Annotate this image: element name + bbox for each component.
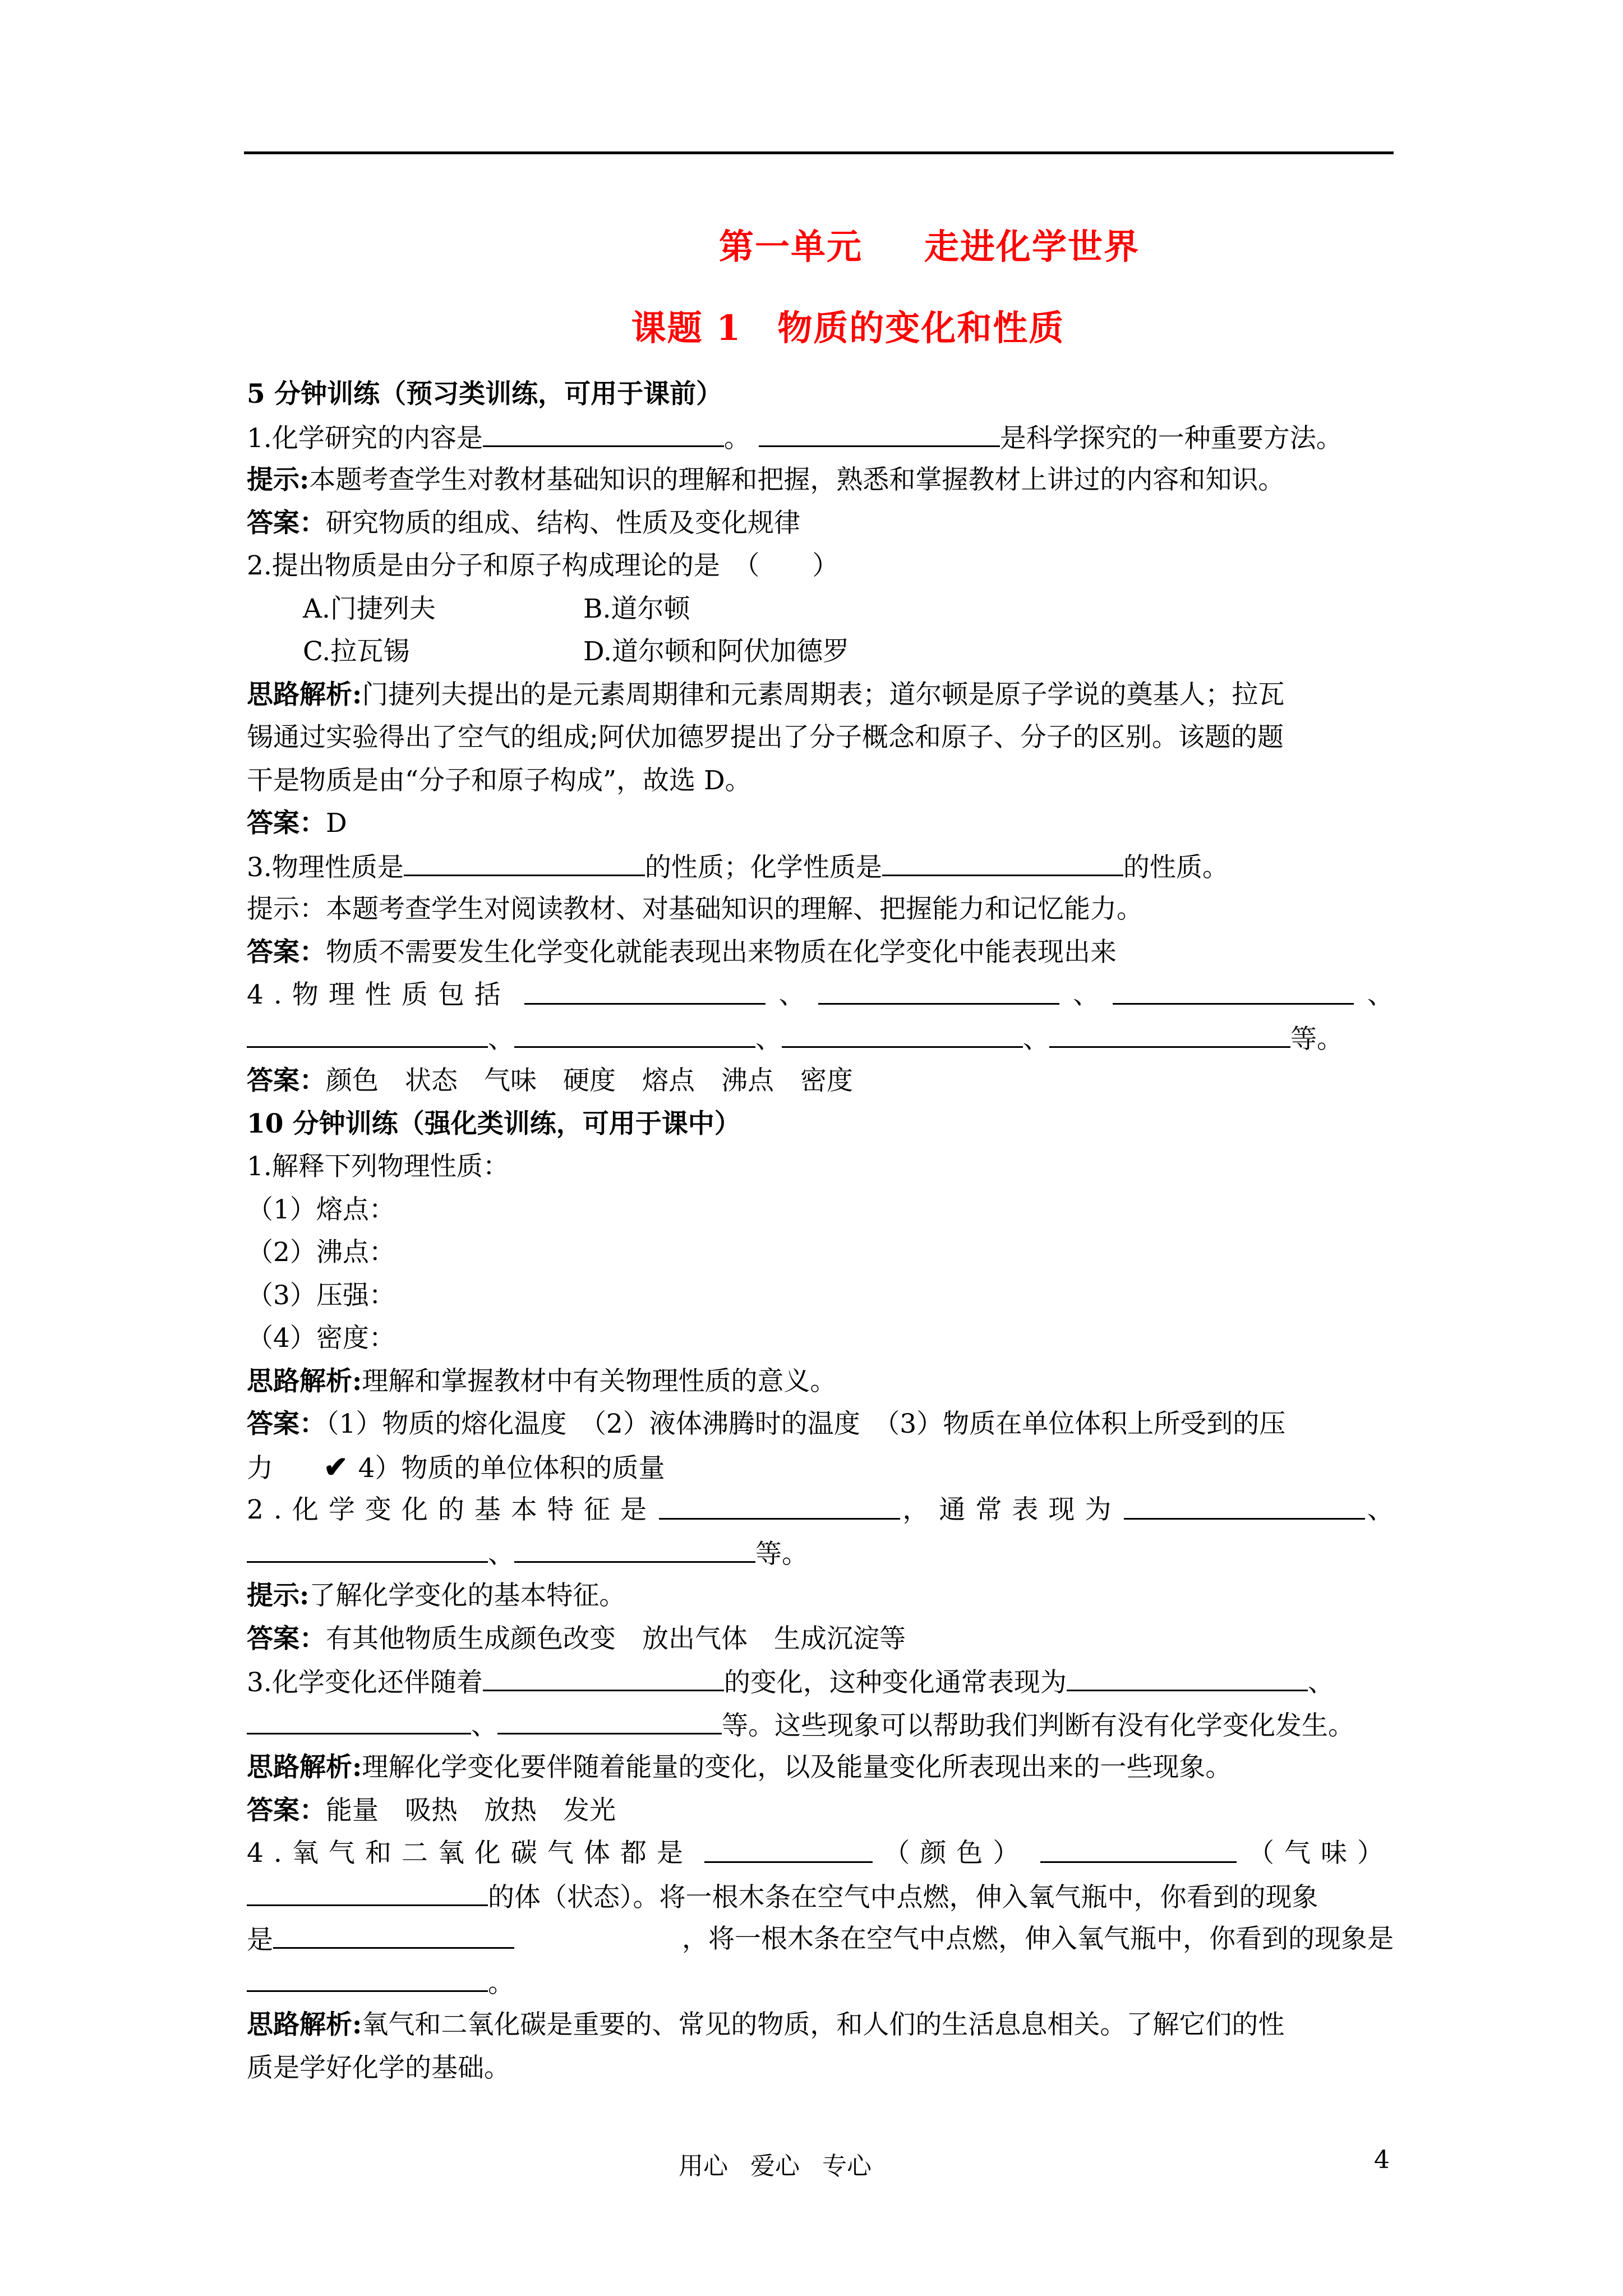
check-icon: ✔ <box>324 1450 348 1484</box>
option-d: D.道尔顿和阿伏加德罗 <box>583 636 849 667</box>
question-2-4-line4: 。 <box>247 1961 1394 2004</box>
sub-item-2: （2）沸点： <box>247 1237 395 1268</box>
answer-blank[interactable] <box>247 1532 488 1563</box>
answer-blank[interactable] <box>514 1017 755 1048</box>
footer-motto: 用心 爱心 专心 <box>679 2152 872 2180</box>
hint-1-1: 提示:本题考查学生对教材基础知识的理解和把握，熟悉和掌握教材上讲过的内容和知识。 <box>247 464 1285 495</box>
question-2-2-line1: 2.化学变化的基本特征是 ，通常表现为 、 <box>247 1489 1394 1532</box>
answer-blank[interactable] <box>514 1532 755 1563</box>
analysis-2-1: 思路解析:理解和掌握教材中有关物理性质的意义。 <box>247 1365 837 1397</box>
answer-blank[interactable] <box>273 1918 514 1949</box>
analysis-label: 思路解析: <box>247 1365 362 1397</box>
answer-blank[interactable] <box>782 1017 1023 1048</box>
question-1-4-line1: 4.物理性质包括 、 、 、 <box>247 974 1394 1017</box>
answer-blank[interactable] <box>818 974 1059 1005</box>
answer-1-2: 答案：D <box>247 808 347 839</box>
answer-blank[interactable] <box>247 1875 488 1906</box>
header-rule <box>244 151 1394 154</box>
unit-title <box>0 219 1623 269</box>
answer-label: 答案： <box>247 1065 326 1096</box>
question-1-3: 3.物理性质是 的性质；化学性质是 的性质。 <box>247 845 1394 889</box>
options-row-2 <box>247 631 1394 674</box>
question-1-2: 2.提出物质是由分子和原子构成理论的是 （ ） <box>247 550 839 581</box>
unit-title-number: 第一单元 <box>718 226 863 267</box>
answer-blank[interactable] <box>1113 974 1354 1005</box>
page-number: 4 <box>1374 2146 1390 2174</box>
analysis-label: 思路解析: <box>247 1752 362 1783</box>
answer-label: 答案： <box>247 808 326 839</box>
answer-blank[interactable] <box>659 1489 900 1520</box>
answer-label: 答案： <box>247 507 326 539</box>
answer-label: 答案： <box>247 936 326 968</box>
answer-blank[interactable] <box>882 845 1123 876</box>
answer-blank[interactable] <box>524 974 766 1005</box>
question-2-4-line1: 4.氧气和二氧化碳气体都是 （颜色） （气味） <box>247 1832 1394 1875</box>
option-a: A.门捷列夫 <box>303 593 436 624</box>
answer-1-4: 答案：颜色 状态 气味 硬度 熔点 沸点 密度 <box>247 1065 853 1096</box>
question-1-4-line2: 、 、 、 等。 <box>247 1017 1394 1060</box>
question-2-3-line2: 、 等。这些现象可以帮助我们判断有没有化学变化发生。 <box>247 1704 1394 1747</box>
answer-blank[interactable] <box>497 1704 722 1734</box>
answer-blank[interactable] <box>247 1017 488 1048</box>
answer-blank[interactable] <box>404 845 645 876</box>
answer-2-1-line2: 力 ✔ 4）物质的单位体积的质量 <box>247 1446 1394 1489</box>
answer-2-2: 答案：有其他物质生成颜色改变 放出气体 生成沉淀等 <box>247 1623 906 1654</box>
answer-blank[interactable] <box>483 416 724 447</box>
section-heading-5min: 5 分钟训练（预习类训练，可用于课前） <box>247 379 723 409</box>
analysis-2-3: 思路解析:理解化学变化要伴随着能量的变化，以及能量变化所表现出来的一些现象。 <box>247 1752 1232 1783</box>
question-2-4-line3: 是 ，将一根木条在空气中点燃，伸入氧气瓶中，你看到的现象是 <box>247 1918 1394 1961</box>
analysis-2-4-line2: 质是学好化学的基础。 <box>247 2052 510 2083</box>
question-2-3-line1: 3.化学变化还伴随着 的变化，这种变化通常表现为 、 <box>247 1660 1394 1704</box>
answer-label: 答案： <box>247 1623 326 1654</box>
lesson-title: 课题 1 物质的变化和性质 <box>631 307 1065 348</box>
analysis-1-2-line3: 干是物质是由“分子和原子构成”，故选 D。 <box>247 765 751 796</box>
analysis-label: 思路解析: <box>247 2009 362 2040</box>
answer-label: 答案： <box>247 1409 326 1439</box>
question-2-1: 1.解释下列物理性质： <box>247 1151 509 1182</box>
hint-1-3: 提示：本题考查学生对阅读教材、对基础知识的理解、把握能力和记忆能力。 <box>247 894 1143 924</box>
section-heading-10min: 10 分钟训练（强化类训练，可用于课中） <box>247 1108 741 1139</box>
answer-label: 答案： <box>247 1795 326 1826</box>
analysis-label: 思路解析: <box>247 679 362 710</box>
answer-1-1: 答案：研究物质的组成、结构、性质及变化规律 <box>247 507 800 539</box>
options-row-1 <box>247 588 1394 631</box>
option-b: B.道尔顿 <box>583 593 690 624</box>
answer-blank[interactable] <box>1067 1660 1308 1691</box>
answer-2-3: 答案：能量 吸热 放热 发光 <box>247 1795 616 1826</box>
option-c: C.拉瓦锡 <box>303 636 410 667</box>
answer-blank[interactable] <box>704 1832 873 1863</box>
analysis-1-2-line2: 锡通过实验得出了空气的组成;阿伏加德罗提出了分子概念和原子、分子的区别。该题的题 <box>247 722 1284 753</box>
answer-blank[interactable] <box>1040 1832 1237 1863</box>
sub-item-1: （1）熔点： <box>247 1194 395 1225</box>
question-2-4-line2: 的体（状态）。将一根木条在空气中点燃，伸入氧气瓶中，你看到的现象 <box>247 1875 1394 1918</box>
answer-blank[interactable] <box>483 1660 724 1691</box>
unit-title-name: 走进化学世界 <box>924 226 1140 267</box>
answer-blank[interactable] <box>1124 1489 1365 1520</box>
answer-blank[interactable] <box>247 1704 471 1734</box>
hint-label: 提示: <box>247 1580 310 1611</box>
answer-1-3: 答案：物质不需要发生化学变化就能表现出来物质在化学变化中能表现出来 <box>247 936 1117 968</box>
analysis-1-2-line1: 思路解析:门捷列夫提出的是元素周期律和元素周期表；道尔顿是原子学说的奠基人；拉瓦 <box>247 679 1285 710</box>
answer-blank[interactable] <box>247 1961 488 1992</box>
question-1-1: 1.化学研究的内容是 。 是科学探究的一种重要方法。 <box>247 416 1394 459</box>
answer-2-1-line1: 答案：（1）物质的熔化温度 （2）液体沸腾时的温度 （3）物质在单位体积上所受到的压 <box>247 1409 1286 1439</box>
sub-item-3: （3）压强： <box>247 1280 395 1311</box>
hint-2-2: 提示:了解化学变化的基本特征。 <box>247 1580 626 1611</box>
answer-blank[interactable] <box>1049 1017 1290 1048</box>
sub-item-4: （4）密度： <box>247 1323 395 1354</box>
hint-label: 提示: <box>247 464 310 495</box>
document-body <box>247 373 1394 2090</box>
analysis-2-4-line1: 思路解析:氧气和二氧化碳是重要的、常见的物质，和人们的生活息息相关。了解它们的性 <box>247 2009 1285 2040</box>
answer-blank[interactable] <box>759 416 1000 447</box>
question-2-2-line2: 、 等。 <box>247 1532 1394 1575</box>
